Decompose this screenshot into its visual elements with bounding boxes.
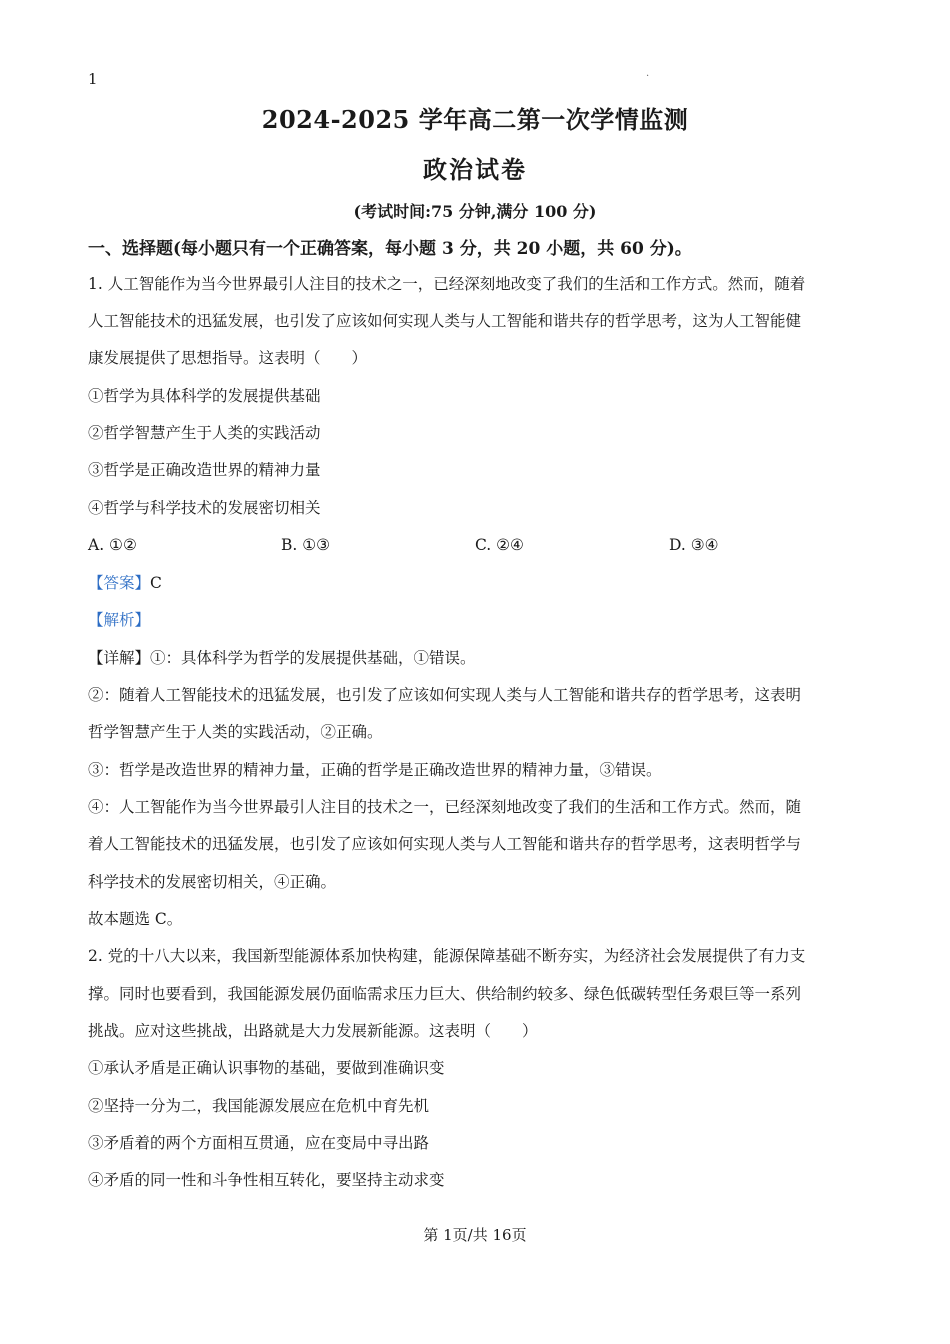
q1-stem-line: 1. 人工智能作为当今世界最引人注目的技术之一，已经深刻地改变了我们的生活和工作方式。然而，随着 [88, 275, 806, 293]
q1-detail-line: ④：人工智能作为当今世界最引人注目的技术之一，已经深刻地改变了我们的生活和工作方式。然而，随 [88, 798, 802, 816]
q1-statement: ③哲学是正确改造世界的精神力量 [88, 461, 321, 479]
q1-statement: ①哲学为具体科学的发展提供基础 [88, 387, 321, 405]
q1-statement: ②哲学智慧产生于人类的实践活动 [88, 424, 321, 442]
q1-detail-line: 科学技术的发展密切相关，④正确。 [88, 873, 337, 891]
q1-detail-line: ②：随着人工智能技术的迅猛发展，也引发了应该如何实现人类与人工智能和谐共存的哲学思考，这表明 [88, 686, 802, 704]
q1-stem-line: 人工智能技术的迅猛发展，也引发了应该如何实现人类与人工智能和谐共存的哲学思考，这为人工智能健 [88, 312, 802, 330]
q2-statement: ②坚持一分为二，我国能源发展应在危机中育先机 [88, 1097, 430, 1115]
q1-option-d: D. ③④ [669, 536, 719, 554]
q2-statement: ④矛盾的同一性和斗争性相互转化，要坚持主动求变 [88, 1171, 445, 1189]
q2-stem-line: 撑。同时也要看到，我国能源发展仍面临需求压力巨大、供给制约较多、绿色低碳转型任务艰巨等一系列 [88, 985, 802, 1003]
analysis-tag: 【解析】 [88, 611, 151, 629]
q1-detail-line: 【详解】①：具体科学为哲学的发展提供基础，①错误。 [88, 649, 476, 667]
exam-subtitle: 政治试卷 [423, 155, 527, 184]
q1-option-c: C. ②④ [475, 536, 524, 554]
answer-tag: 【答案】 [88, 574, 151, 592]
page-marker: 1 [88, 70, 98, 88]
q1-option-a: A. ①② [88, 536, 137, 554]
q1-stem-line: 康发展提供了思想指导。这表明（ ） [88, 349, 368, 367]
q1-statement: ④哲学与科学技术的发展密切相关 [88, 499, 321, 517]
q1-detail-line: 哲学智慧产生于人类的实践活动，②正确。 [88, 723, 383, 741]
page-footer: 第 1页/共 16页 [423, 1226, 527, 1244]
section-heading: 一、选择题(每小题只有一个正确答案，每小题 3 分，共 20 小题，共 60 分)。 [88, 239, 692, 259]
q1-conclusion: 故本题选 C。 [88, 910, 183, 928]
q2-stem-line: 挑战。应对这些挑战，出路就是大力发展新能源。这表明（ ） [88, 1022, 538, 1040]
q1-detail-line: 着人工智能技术的迅猛发展，也引发了应该如何实现人类与人工智能和谐共存的哲学思考，这表明哲学与 [88, 835, 802, 853]
q2-stem-line: 2. 党的十八大以来，我国新型能源体系加快构建，能源保障基础不断夯实，为经济社会发展提供了有力支 [88, 947, 806, 965]
exam-title: 2024-2025 学年高二第一次学情监测 [261, 105, 689, 134]
q1-answer [88, 573, 162, 593]
q1-option-b: B. ①③ [281, 536, 331, 554]
exam-info: (考试时间:75 分钟,满分 100 分) [353, 202, 597, 221]
answer-value: C [150, 574, 162, 592]
q2-statement: ①承认矛盾是正确认识事物的基础，要做到准确识变 [88, 1059, 445, 1077]
scan-dot: . [646, 68, 650, 79]
q1-detail-line: ③：哲学是改造世界的精神力量，正确的哲学是正确改造世界的精神力量，③错误。 [88, 761, 662, 779]
q2-statement: ③矛盾着的两个方面相互贯通，应在变局中寻出路 [88, 1134, 430, 1152]
